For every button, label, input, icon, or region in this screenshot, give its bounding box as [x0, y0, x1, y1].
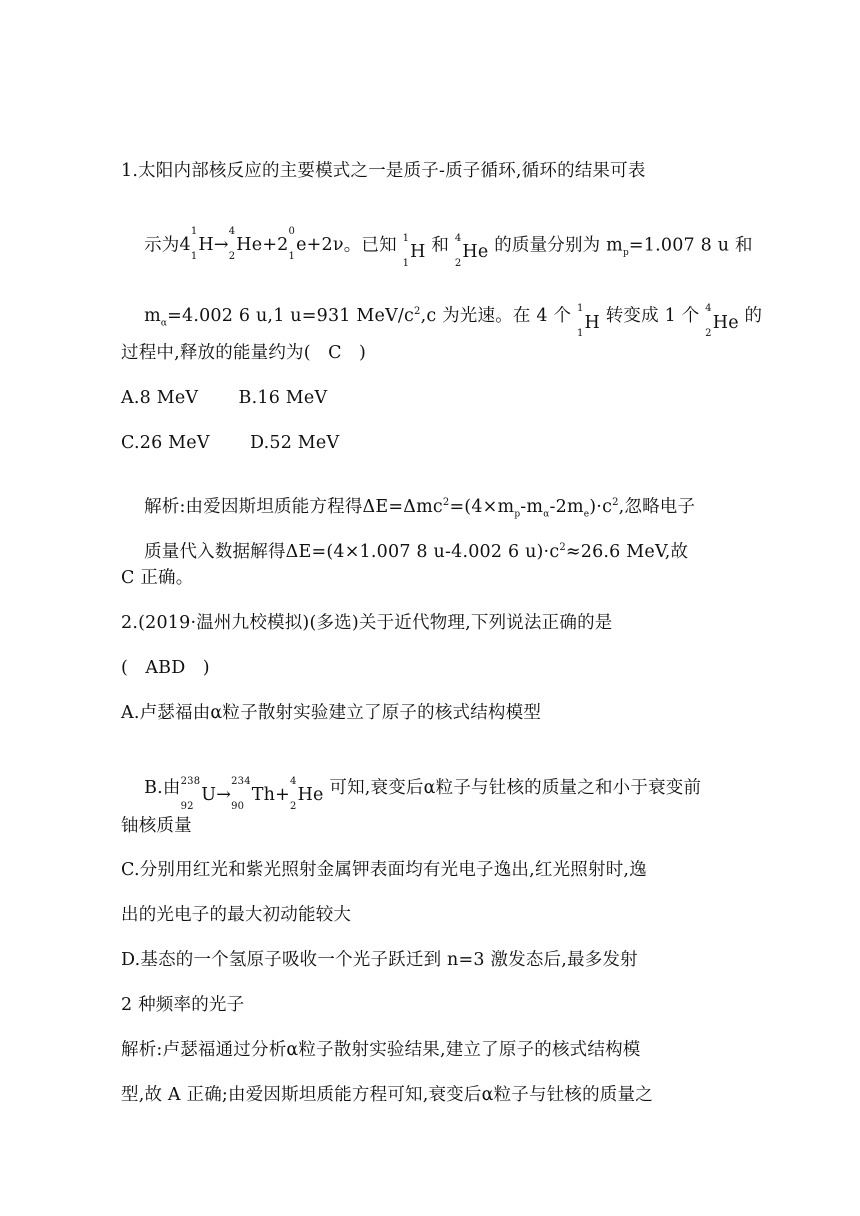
q2-solution-line1: 解析:卢瑟福通过分析α粒子散射实验结果,建立了原子的核式结构模 — [121, 1040, 641, 1060]
element-symbol: He — [297, 784, 324, 805]
element-symbol: He — [712, 312, 739, 333]
q2-solution-line2: 型,故 A 正确;由爱因斯坦质能方程可知,衰变后α粒子与钍核的质量之 — [121, 1085, 653, 1105]
he-nuclide-inline — [454, 232, 489, 269]
subscript: e — [583, 508, 590, 519]
text: 转变成 1 个 — [605, 305, 700, 326]
subscript: p — [622, 247, 629, 258]
q2-answer: ( ABD ) — [121, 658, 210, 678]
plus: + — [275, 784, 291, 805]
text: =4.002 6 u,1 u=931 MeV/c — [167, 305, 415, 326]
mass-number: 238 — [180, 775, 201, 787]
q2-stem-line1: 2.(2019·温州九校模拟)(多选)关于近代物理,下列说法正确的是 — [121, 613, 613, 633]
mass-number: 234 — [231, 775, 251, 787]
superscript: 2 — [442, 496, 450, 508]
q2-option-c-line2: 出的光电子的最大初动能较大 — [121, 905, 352, 925]
element-symbol: He — [236, 234, 263, 255]
text: 。已知 — [343, 234, 397, 255]
text: 质量代入数据解得ΔE=(4×1.007 8 u-4.002 6 u)·c — [144, 541, 560, 562]
q1-solution-line3: C 正确。 — [121, 568, 194, 588]
h-nuclide-inline — [576, 303, 600, 340]
mass-number: 4 — [705, 303, 712, 315]
q2-option-b-line2: 铀核质量 — [121, 816, 192, 836]
charge-number: 2 — [454, 257, 462, 269]
text: )·c — [589, 496, 613, 517]
coefficient: 4 — [179, 234, 191, 255]
h-nuclide — [190, 225, 198, 262]
he-nuclide-inline — [705, 303, 739, 340]
q1-stem-line4: 过程中,释放的能量约为( C ) — [121, 343, 366, 363]
q1-stem-line3 — [121, 289, 762, 351]
charge-number: 1 — [402, 257, 410, 269]
charge-number: 90 — [231, 800, 245, 812]
text: 的 — [744, 305, 763, 326]
superscript: 2 — [612, 496, 619, 508]
mass-number: 4 — [290, 775, 297, 787]
charge-number: 1 — [190, 250, 198, 262]
mass-number: 1 — [190, 225, 198, 237]
q1-solution-line2 — [121, 525, 688, 578]
h-nuclide-inline — [402, 232, 426, 269]
arrow: → — [213, 234, 229, 255]
text: 和 — [431, 234, 450, 255]
text: =1.007 8 u 和 — [628, 234, 753, 255]
text: -2m — [549, 496, 584, 517]
charge-number: 2 — [705, 328, 712, 340]
superscript: 2 — [559, 541, 566, 553]
q2-option-b-line1 — [121, 762, 701, 823]
text: -m — [520, 496, 544, 517]
element-symbol: H — [198, 234, 214, 255]
subscript: p — [514, 508, 521, 519]
q2-option-c-line1: C.分别用红光和紫光照射金属钾表面均有光电子逸出,红光照射时,逸 — [121, 860, 647, 880]
text: ,c 为光速。在 4 个 — [420, 305, 572, 326]
coefficient: +2 — [262, 234, 289, 255]
charge-number: 1 — [288, 250, 296, 262]
positron — [288, 225, 296, 262]
element-symbol: H — [584, 312, 600, 333]
text: 可知,衰变后α粒子与钍核的质量之和小于衰变前 — [329, 777, 702, 798]
element-symbol: H — [410, 242, 426, 262]
q1-stem-line1: 1.太阳内部核反应的主要模式之一是质子-质子循环,循环的结果可表 — [121, 161, 646, 181]
text: ,忽略电子 — [618, 496, 696, 517]
arrow: → — [216, 784, 232, 805]
neutrino-term: +2ν — [306, 234, 344, 255]
q2-option-a: A.卢瑟福由α粒子散射实验建立了原子的核式结构模型 — [121, 703, 542, 723]
q1-stem-line2 — [121, 218, 753, 280]
mass-number: 4 — [228, 225, 236, 237]
charge-number: 92 — [180, 800, 194, 812]
mass-number: 0 — [288, 225, 296, 237]
u-nuclide — [180, 775, 201, 812]
text: 解析:由爱因斯坦质能方程得ΔE=Δmc — [144, 496, 443, 517]
text: 的质量分别为 m — [494, 234, 623, 255]
charge-number: 1 — [576, 328, 584, 340]
mass-number: 4 — [454, 232, 462, 244]
text: 示为 — [144, 234, 180, 255]
element-symbol: U — [201, 784, 217, 805]
text: B.由 — [144, 777, 181, 798]
q1-options-ab: A.8 MeV B.16 MeV — [121, 388, 328, 408]
mass-number: 1 — [576, 303, 584, 315]
superscript: 2 — [414, 305, 421, 317]
element-symbol: Th — [251, 784, 276, 805]
charge-number: 2 — [228, 250, 236, 262]
text: =(4×m — [449, 496, 515, 517]
text: ≈26.6 MeV,故 — [565, 541, 689, 562]
q2-option-d-line1: D.基态的一个氢原子吸收一个光子跃迁到 n=3 激发态后,最多发射 — [121, 950, 638, 970]
subscript: α — [543, 508, 550, 519]
mass-number: 1 — [402, 232, 410, 244]
decay-equation — [180, 775, 324, 812]
q2-option-d-line2: 2 种频率的光子 — [121, 995, 245, 1015]
th-nuclide — [231, 775, 251, 812]
charge-number: 2 — [290, 800, 297, 812]
text: m — [144, 305, 161, 326]
element-symbol: He — [462, 242, 489, 262]
q1-options-cd: C.26 MeV D.52 MeV — [121, 433, 340, 453]
he-nuclide — [290, 775, 297, 812]
element-symbol: e — [296, 234, 307, 255]
he-nuclide — [228, 225, 236, 262]
reaction-equation — [179, 225, 344, 262]
subscript: α — [160, 317, 168, 328]
